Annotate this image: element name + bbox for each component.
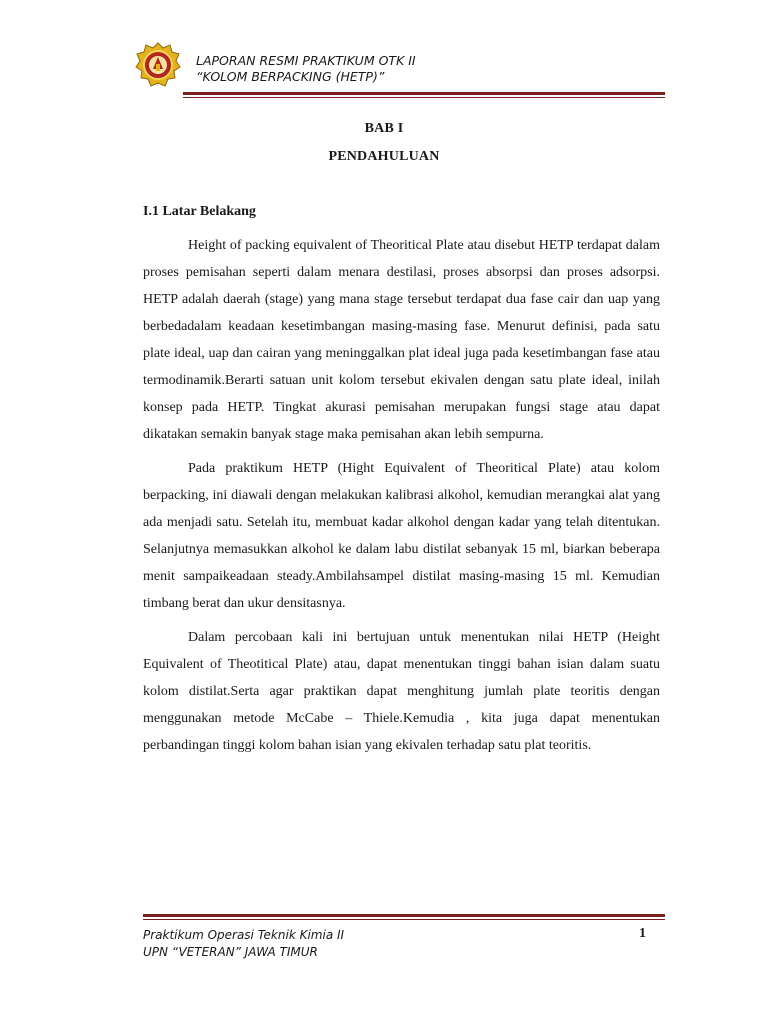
report-title-line2: “KOLOM BERPACKING (HETP)” [196, 69, 385, 84]
header-rule-thick [183, 92, 665, 95]
footer-rule-thin [143, 919, 665, 920]
footer-university: UPN “VETERAN” JAWA TIMUR [143, 945, 318, 959]
section-body [143, 232, 660, 759]
footer-course: Praktikum Operasi Teknik Kimia II [143, 928, 345, 942]
page-footer [143, 927, 344, 961]
page-header [133, 38, 665, 100]
report-title [196, 53, 416, 85]
paragraph: Pada praktikum HETP (Hight Equivalent of Theoritical Plate) atau kolom berpacking, ini diawali dengan melakukan kalibrasi alkohol, kemudian merangkai alat yang ada menjadi satu. Setelah itu, membuat kadar alkohol dengan kadar yang telah ditentukan. Selanjutnya memasukkan alkohol ke dalam labu distilat sebanyak 15 ml, biarkan beberapa menit sampaikeadaan steady.Ambilahsampel distilat masing-masing 15 ml. Kemudian timbang berat dan ukur densitasnya. [143, 461, 660, 611]
section-title: I.1 Latar Belakang [143, 204, 256, 219]
chapter-title: PENDAHULUAN [328, 149, 440, 164]
footer-rule-thick [143, 914, 665, 917]
header-rule-thin [183, 97, 665, 98]
chapter-number: BAB I [364, 121, 404, 136]
paragraph: Dalam percobaan kali ini bertujuan untuk menentukan nilai HETP (Height Equivalent of Theotitical Plate) atau, dapat menentukan tinggi bahan isian dalam suatu kolom distilat.Serta agar praktikan dapat menghitung jumlah plate teoritis dengan menggunakan metode McCabe – Thiele.Kemudia , kita juga dapat menentukan perbandingan tinggi kolom bahan isian yang ekivalen terhadap satu plat teoritis. [143, 630, 660, 753]
university-logo-icon [135, 42, 181, 88]
page-number: 1 [639, 926, 646, 941]
report-title-line1: LAPORAN RESMI PRAKTIKUM OTK II [196, 53, 416, 68]
paragraph: Height of packing equivalent of Theoritical Plate atau disebut HETP terdapat dalam proses pemisahan seperti dalam menara destilasi, proses absorpsi dan proses adsorpsi. HETP adalah daerah (stage) yang mana stage tersebut terdapat dua fase cair dan uap yang berbedadalam keadaan kesetimbangan masing-masing fase. Menurut definisi, pada satu plate ideal, uap dan cairan yang meninggalkan plat ideal juga pada kesetimbangan fase atau termodinamik.Berarti satuan unit kolom tersebut ekivalen dengan satu plate ideal, inilah konsep pada HETP. Tingkat akurasi pemisahan merupakan fungsi stage atau dapat dikatakan semakin banyak stage maka pemisahan akan lebih sempurna. [143, 238, 660, 442]
